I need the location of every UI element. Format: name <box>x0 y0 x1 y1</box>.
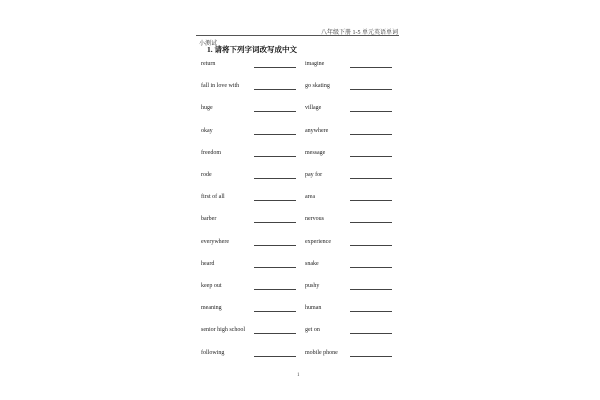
answer-blank[interactable] <box>254 156 296 157</box>
vocab-entry-left <box>201 80 296 90</box>
vocab-entry-right <box>305 169 392 179</box>
vocab-word: pushy <box>305 283 320 289</box>
answer-blank[interactable] <box>254 245 296 246</box>
answer-blank[interactable] <box>254 356 296 357</box>
answer-blank[interactable] <box>350 333 392 334</box>
vocab-word: barber <box>201 216 217 223</box>
vocab-word: okay <box>201 127 213 134</box>
answer-blank[interactable] <box>254 89 296 90</box>
vocab-entry-left <box>201 58 296 68</box>
vocab-word: get on <box>305 327 320 334</box>
vocab-word: message <box>305 149 326 156</box>
answer-blank[interactable] <box>254 67 296 68</box>
vocab-entry-right <box>305 347 392 357</box>
vocab-word: village <box>305 105 322 112</box>
vocab-entry-left <box>201 302 296 312</box>
vocab-word: following <box>201 349 225 356</box>
answer-blank[interactable] <box>350 178 392 179</box>
page-number: 1 <box>297 373 300 378</box>
vocab-word: go skating <box>305 83 330 90</box>
vocab-entry-right <box>305 191 392 201</box>
quiz-label: 小测试 <box>199 41 218 47</box>
vocab-entry-right <box>305 302 392 312</box>
vocab-entry-left <box>201 125 296 135</box>
vocab-word: snake <box>305 260 319 267</box>
vocab-entry-left <box>201 258 296 268</box>
answer-blank[interactable] <box>350 311 392 312</box>
vocab-entry-left <box>201 102 296 112</box>
vocab-word: heard <box>201 260 215 267</box>
answer-blank[interactable] <box>350 200 392 201</box>
answer-blank[interactable] <box>254 134 296 135</box>
vocab-entry-right <box>305 280 392 290</box>
vocab-entry-left <box>201 280 296 290</box>
vocab-word: human <box>305 305 322 312</box>
answer-blank[interactable] <box>350 67 392 68</box>
vocab-word: anywhere <box>305 127 329 134</box>
answer-blank[interactable] <box>350 245 392 246</box>
vocab-entry-right <box>305 236 392 246</box>
answer-blank[interactable] <box>350 89 392 90</box>
vocab-entry-right <box>305 58 392 68</box>
answer-blank[interactable] <box>254 111 296 112</box>
vocab-entry-right <box>305 213 392 223</box>
answer-blank[interactable] <box>254 267 296 268</box>
answer-blank[interactable] <box>254 178 296 179</box>
vocab-entry-right <box>305 80 392 90</box>
vocab-word: fall in love with <box>201 83 240 90</box>
vocab-entry-left <box>201 324 296 334</box>
vocab-word: everywhere <box>201 238 229 245</box>
vocab-entry-right <box>305 125 392 135</box>
vocab-entry-left <box>201 236 296 246</box>
vocab-word: freedom <box>201 149 221 156</box>
answer-blank[interactable] <box>350 111 392 112</box>
answer-blank[interactable] <box>350 222 392 223</box>
answer-blank[interactable] <box>254 311 296 312</box>
answer-blank[interactable] <box>350 134 392 135</box>
vocab-entry-right <box>305 102 392 112</box>
vocab-word: area <box>305 194 315 201</box>
page-header: 八年级下册 1-5 单元英语单词 <box>321 30 398 36</box>
answer-blank[interactable] <box>254 289 296 290</box>
vocab-word: experience <box>305 238 331 245</box>
answer-blank[interactable] <box>350 267 392 268</box>
vocab-word: nervous <box>305 216 324 223</box>
vocab-entry-left <box>201 213 296 223</box>
answer-blank[interactable] <box>254 333 296 334</box>
vocab-word: keep out <box>201 283 222 289</box>
vocab-word: imagine <box>305 61 325 67</box>
vocab-entry-left <box>201 347 296 357</box>
answer-blank[interactable] <box>350 156 392 157</box>
vocab-word: senior high school <box>201 327 245 334</box>
vocab-word: meaning <box>201 305 222 312</box>
vocab-entry-left <box>201 169 296 179</box>
answer-blank[interactable] <box>254 222 296 223</box>
vocab-entry-right <box>305 147 392 157</box>
vocab-word: rode <box>201 172 212 178</box>
vocab-entry-right <box>305 324 392 334</box>
vocab-entry-right <box>305 258 392 268</box>
answer-blank[interactable] <box>350 289 392 290</box>
vocab-entry-left <box>201 191 296 201</box>
vocab-word: huge <box>201 105 213 112</box>
vocab-word: mobile phone <box>305 349 338 356</box>
section-title: 1. 请将下列字词改写成中文 <box>207 45 297 54</box>
answer-blank[interactable] <box>254 200 296 201</box>
answer-blank[interactable] <box>350 356 392 357</box>
vocab-word: return <box>201 61 216 67</box>
vocab-word: first of all <box>201 194 225 201</box>
vocab-word: pay for <box>305 172 323 178</box>
vocab-entry-left <box>201 147 296 157</box>
